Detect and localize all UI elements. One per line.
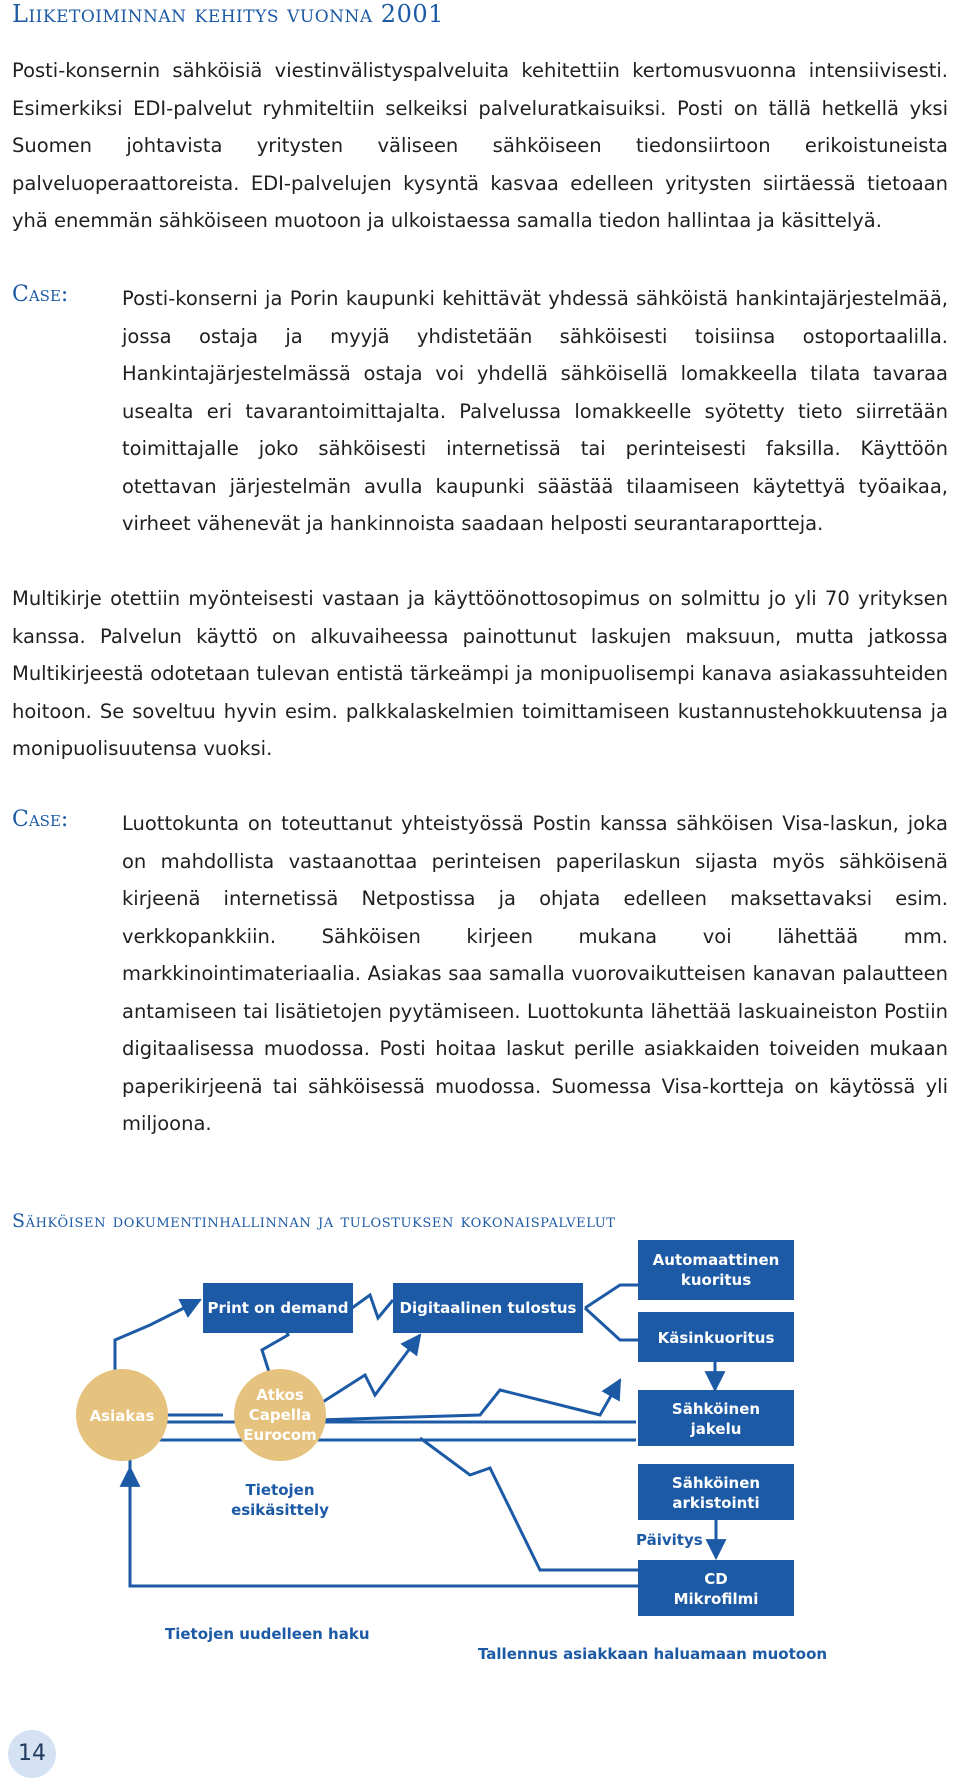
svg-text:Sähköinen: Sähköinen <box>671 1400 761 1418</box>
svg-text:Atkos: Atkos <box>256 1386 304 1404</box>
svg-text:Sähköinen: Sähköinen <box>671 1474 761 1492</box>
case-label-1: Case: <box>12 282 69 307</box>
svg-text:Asiakas: Asiakas <box>89 1407 155 1425</box>
service-diagram <box>0 1240 960 1680</box>
arrow-uudelleen-haku <box>130 1468 638 1586</box>
link-atkos-electronic <box>318 1380 620 1420</box>
link-digital-auto <box>585 1285 638 1308</box>
label-tallennus: Tallennus asiakkaan haluamaan muotoon <box>478 1645 828 1663</box>
label-paivitys: Päivitys <box>636 1531 703 1549</box>
svg-text:jakelu: jakelu <box>690 1420 742 1438</box>
svg-text:Käsinkuoritus: Käsinkuoritus <box>657 1329 775 1347</box>
box-kasinkuoritus <box>638 1312 794 1362</box>
svg-text:kuoritus: kuoritus <box>680 1271 752 1289</box>
box-print-on-demand <box>203 1283 353 1333</box>
box-automaattinen-kuoritus <box>638 1240 794 1300</box>
svg-text:Eurocom: Eurocom <box>243 1426 317 1444</box>
diagram-title: Sähköisen dokumentinhallinnan ja tulostuksen kokonaispalvelut <box>12 1210 616 1232</box>
link-atkos-digital <box>318 1335 420 1405</box>
link-digital-kasin <box>585 1308 638 1340</box>
svg-text:Mikrofilmi: Mikrofilmi <box>673 1590 759 1608</box>
label-tietojen-esikasittely-2: esikäsittely <box>231 1501 329 1519</box>
svg-text:arkistointi: arkistointi <box>672 1494 760 1512</box>
label-tietojen-esikasittely: Tietojen <box>245 1481 315 1499</box>
svg-text:CD: CD <box>704 1570 728 1588</box>
circle-asiakas <box>76 1369 168 1461</box>
svg-text:Print on demand: Print on demand <box>207 1299 349 1317</box>
multikirje-paragraph: Multikirje otettiin myönteisesti vastaan ja käyttöönottosopimus on solmittu jo yli 70 yrityksen kanssa. Palvelun käyttö on alkuvaiheessa painottunut laskujen maksuun, mutta jatkossa Multikirjeestä odotetaan tulevan entistä tärkeämpi ja monipuolisempi kanava asiakassuhteiden hoitoon. Se soveltuu hyvin esim. palkkalaskelmien toimittamiseen kustannustehokkuutensa ja monipuolisuutensa vuoksi. <box>12 587 948 760</box>
label-tietojen-uudelleen-haku: Tietojen uudelleen haku <box>165 1625 370 1643</box>
arrow-tallennus <box>420 1438 638 1570</box>
svg-text:Capella: Capella <box>248 1406 312 1424</box>
page-number: 14 <box>8 1730 56 1778</box>
circle-atkos-capella-eurocom <box>234 1369 326 1461</box>
case-text-2: Luottokunta on toteuttanut yhteistyössä Postin kanssa sähköisen Visa-laskun, joka on mahdollista vastaanottaa perinteisen paperilaskun sijasta myös sähköisenä kirjeenä internetissä Netpostissa ja ohjata edelleen maksettavaksi esim. verkkopankkiin. Sähköisen kirjeen mukana voi lähettää mm. markkinointimateriaalia. Asiakas saa samalla vuorovaikutteisen kanavan palautteen antamiseen tai lisätietojen pyytämiseen. Luottokunta lähettää laskuaineiston Postiin digitaalisessa muodossa. Posti hoitaa laskut perille asiakkaiden toiveiden mukaan paperikirjeenä tai sähköisessä muodossa. Suomessa Visa-kortteja on käytössä yli miljoona. <box>122 812 948 1135</box>
case-text-1: Posti-konserni ja Porin kaupunki kehittävät yhdessä sähköistä hankintajärjestelmää, jossa ostaja ja myyjä yhdistetään sähköisesti toisiinsa ostoportaalilla. Hankintajärjestelmässä ostaja voi yhdellä sähköisellä lomakkeella tilata tavaraa usealta eri tavarantoimittajalta. Palvelussa lomakkeelle syötetty tieto siirretään toimittajalle joko sähköisesti internetissä tai perinteisesti faksilla. Käyttöön otettavan järjestelmän avulla kaupunki säästää tilaamiseen käytettyä työaikaa, virheet vähenevät ja hankinnoista saadaan helposti seurantaraportteja. <box>122 287 948 535</box>
box-digitaalinen-tulostus <box>393 1283 583 1333</box>
box-sahkoinen-jakelu <box>638 1390 794 1446</box>
case-label-2: Case: <box>12 807 69 832</box>
link-print-digital <box>352 1295 393 1318</box>
link-feedback <box>130 1422 636 1468</box>
svg-text:Automaattinen: Automaattinen <box>652 1251 780 1269</box>
svg-text:Digitaalinen tulostus: Digitaalinen tulostus <box>399 1299 577 1317</box>
page-heading: Liiketoiminnan kehitys vuonna 2001 <box>12 0 444 28</box>
intro-paragraph: Posti-konsernin sähköisiä viestinvälistyspalveluita kehitettiin kertomusvuonna intensiivisesti. Esimerkiksi EDI-palvelut ryhmiteltiin selkeiksi palveluratkaisuiksi. Posti on tällä hetkellä yksi Suomen johtavista yritysten väliseen sähköiseen tiedonsiirtoon erikoistuneista palveluoperaattoreista. EDI-palvelujen kysyntä kasvaa edelleen yritysten siirtäessä tietoaan yhä enemmän sähköiseen muotoon ja ulkoistaessa samalla tiedon hallintaa ja käsittelyä. <box>12 59 948 232</box>
link-retrieval <box>130 1440 636 1468</box>
box-cd-mikrofilmi <box>638 1560 794 1616</box>
link-asiakas-print <box>115 1300 200 1370</box>
box-sahkoinen-arkistointi <box>638 1464 794 1520</box>
